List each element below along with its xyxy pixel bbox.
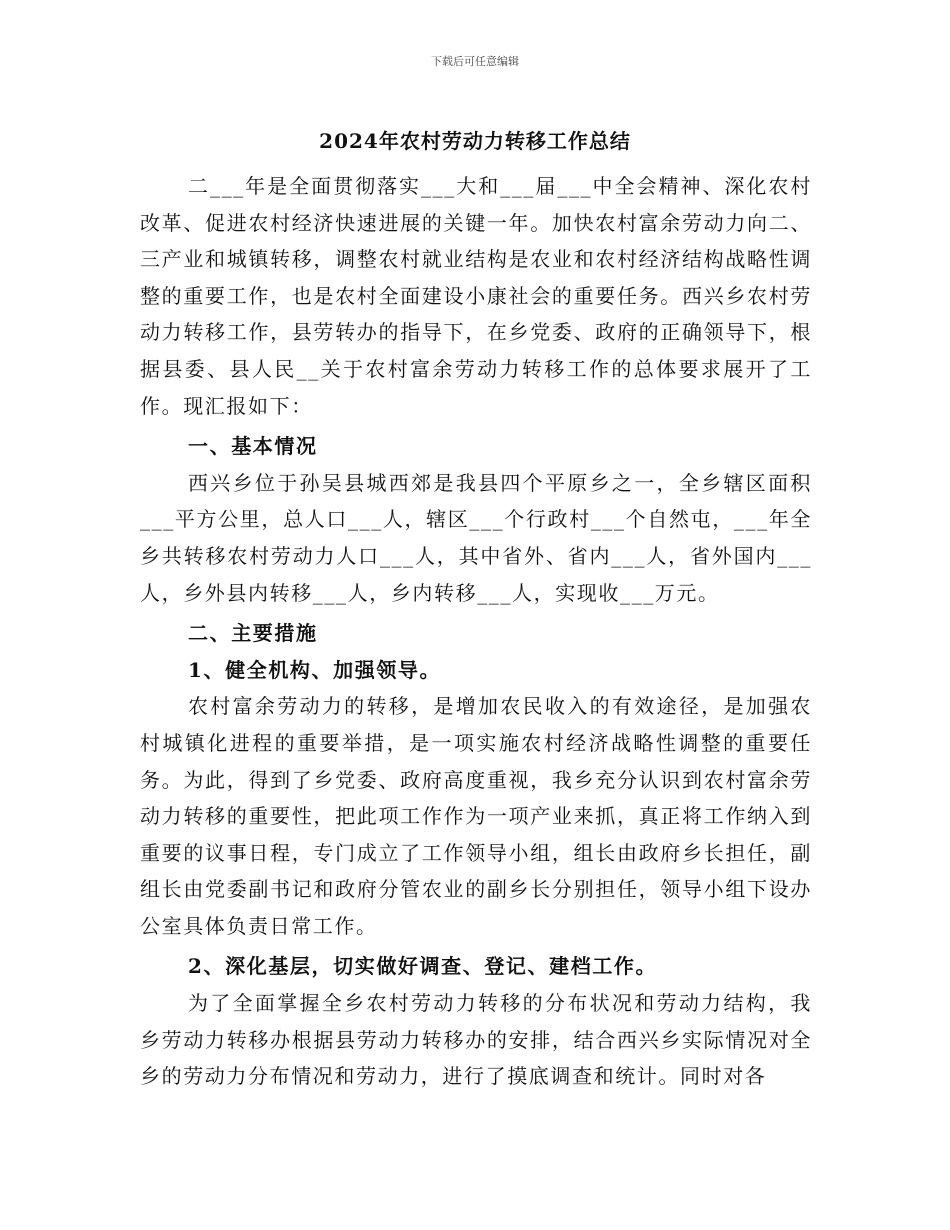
subsection-2-paragraph: 为了全面掌握全乡农村劳动力转移的分布状况和劳动力结构，我乡劳动力转移办根据县劳动力转移办的安排，结合西兴乡实际情况对全乡的劳动力分布情况和劳动力，进行了摸底调查和统计。同时对各 — [140, 991, 812, 1089]
subsection-heading-2: 2、深化基层，切实做好调查、登记、建档工作。 — [188, 954, 658, 979]
document-body — [140, 168, 812, 1095]
document-title: 2024年农村劳动力转移工作总结 — [319, 129, 631, 153]
section-heading-main-measures: 二、主要措施 — [188, 621, 318, 646]
page-header-note: 下载后可任意编辑 — [431, 55, 519, 68]
subsection-heading-1: 1、健全机构、加强领导。 — [188, 657, 442, 682]
basic-situation-paragraph: 西兴乡位于孙吴县城西郊是我县四个平原乡之一，全乡辖区面积___平方公里，总人口___人，辖区___个行政村___个自然屯，___年全乡共转移农村劳动力人口___人，其中省外、省内___人，省外国内___人，乡外县内转移___人，乡内转移___人，实现收___万元。 — [140, 470, 812, 605]
section-heading-basic-situation: 一、基本情况 — [188, 434, 318, 459]
subsection-1-paragraph: 农村富余劳动力的转移，是增加农民收入的有效途径，是加强农村城镇化进程的重要举措，是一项实施农村经济战略性调整的重要任务。为此，得到了乡党委、政府高度重视，我乡充分认识到农村富余劳动力转移的重要性，把此项工作作为一项产业来抓，真正将工作纳入到重要的议事日程，专门成立了工作领导小组，组长由政府乡长担任，副组长由党委副书记和政府分管农业的副乡长分别担任，领导小组下设办公室具体负责日常工作。 — [140, 694, 812, 938]
intro-paragraph: 二___年是全面贯彻落实___大和___届___中全会精神、深化农村改革、促进农村经济快速进展的关键一年。加快农村富余劳动力向二、三产业和城镇转移，调整农村就业结构是农业和农村经济结构战略性调整的重要工作，也是农村全面建设小康社会的重要任务。西兴乡农村劳动力转移工作，县劳转办的指导下，在乡党委、政府的正确领导下，根据县委、县人民__关于农村富余劳动力转移工作的总体要求展开了工作。现汇报如下： — [140, 174, 812, 418]
